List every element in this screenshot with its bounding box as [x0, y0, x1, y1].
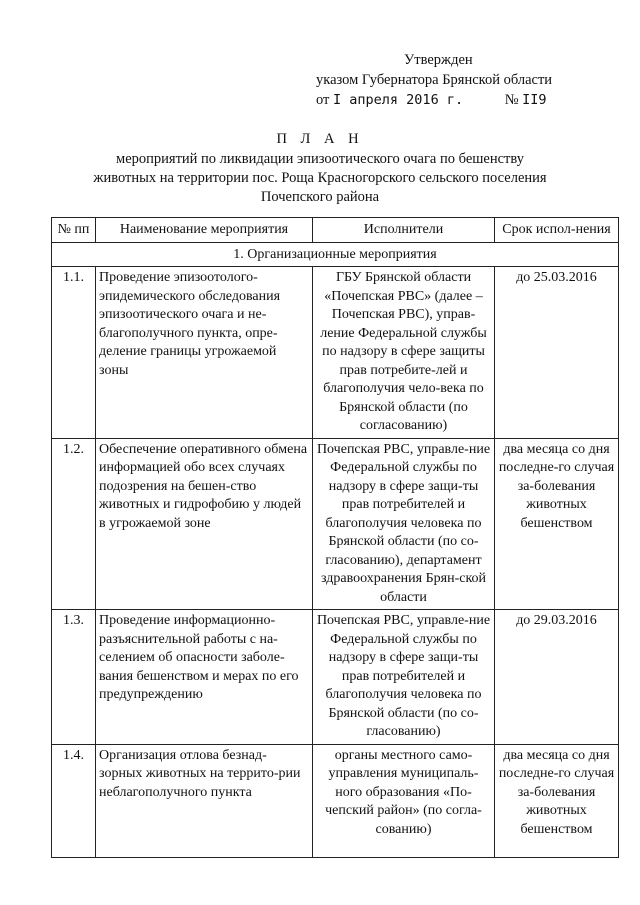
header-term: Срок испол-нения	[495, 218, 619, 243]
plan-table	[51, 217, 619, 858]
title-line-3: Почепского района	[260, 189, 380, 205]
row-name: Обеспечение оперативного обмена информацией обо всех случаях подозрения на бешен-ство животных и гидрофобию у людей в угрожаемой зоне	[96, 438, 313, 610]
row-number: 1.4.	[52, 744, 96, 857]
approval-line-2: указом Губернатора Брянской области	[316, 72, 553, 88]
section-row	[52, 242, 619, 267]
header-name: Наименование мероприятия	[96, 218, 313, 243]
row-term: до 29.03.2016	[495, 610, 619, 745]
row-term: два месяца со дня последне-го случая за-болевания животных бешенством	[495, 744, 619, 857]
table-row	[52, 610, 619, 745]
date-prefix: от	[316, 92, 330, 108]
row-name: Организация отлова безнад-зорных животных на террито-рии неблагополучного пункта	[96, 744, 313, 857]
title-line-1: мероприятий по ликвидации эпизоотического очага по бешенству	[116, 151, 524, 167]
document-title	[60, 130, 580, 207]
row-name: Проведение информационно-разъяснительной работы с на-селением об опасности заболе-вания бешенством и мерах по его предупреждению	[96, 610, 313, 745]
row-executor: органы местного само-управления муниципаль-ного образования «По-чепский район» (по согла-сованию)	[313, 744, 495, 857]
row-term: до 25.03.2016	[495, 267, 619, 439]
approval-line-1: Утвержден	[404, 52, 473, 68]
header-number: № пп	[52, 218, 96, 243]
table-row	[52, 744, 619, 857]
number-value: II9	[522, 92, 547, 108]
row-number: 1.1.	[52, 267, 96, 439]
approval-stamp	[316, 50, 616, 110]
title-line-2: животных на территории пос. Роща Красногорского сельского поселения	[93, 170, 547, 186]
row-executor: Почепская РВС, управле-ние Федеральной службы по надзору в сфере защи-ты прав потребителей и благополучия человека по Брянской области (по со-гласованию)	[313, 610, 495, 745]
row-number: 1.2.	[52, 438, 96, 610]
table-header-row	[52, 218, 619, 243]
table-row	[52, 267, 619, 439]
plan-heading: П Л А Н	[276, 131, 364, 147]
header-executor: Исполнители	[313, 218, 495, 243]
row-term: два месяца со дня последне-го случая за-болевания животных бешенством	[495, 438, 619, 610]
date-value: I апреля 2016 г.	[333, 92, 464, 108]
number-prefix: №	[504, 92, 519, 108]
row-executor: Почепская РВС, управле-ние Федеральной службы по надзору в сфере защи-ты прав потребителей и благополучия человека по Брянской области (по со-гласованию), департамент здравоохранения Брян-ской области	[313, 438, 495, 610]
row-name: Проведение эпизоотолого-эпидемического обследования эпизоотического очага и не-благополучного пункта, опре-деление границы угрожаемой зоны	[96, 267, 313, 439]
table-row	[52, 438, 619, 610]
approval-date-line	[316, 90, 616, 110]
row-number: 1.3.	[52, 610, 96, 745]
row-executor: ГБУ Брянской области «Почепская РВС» (далее – Почепская РВС), управ-ление Федеральной службы по надзору в сфере защиты прав потребите-лей и благополучия чело-века по Брянской области (по согласованию)	[313, 267, 495, 439]
section-title: 1. Организационные мероприятия	[52, 242, 619, 267]
